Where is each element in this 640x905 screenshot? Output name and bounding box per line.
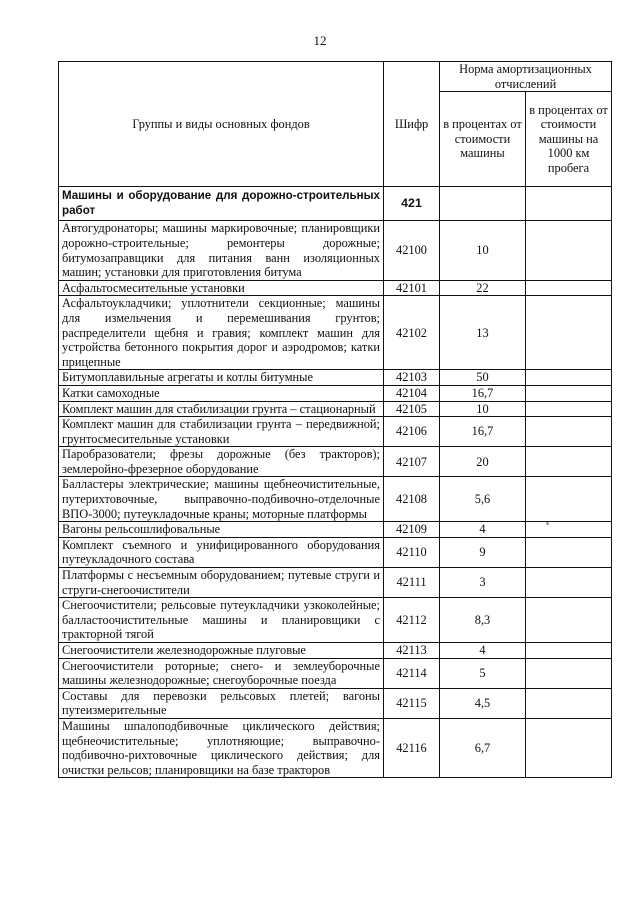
row-name: Битумоплавильные агрегаты и котлы битумные — [59, 370, 384, 386]
row-name: Снегоочистители; рельсовые путеукладчики узкоколейные; балластоочистительные машины и планировщики с тракторной тягой — [59, 598, 384, 643]
table-row — [59, 221, 612, 280]
row-code: 42106 — [384, 417, 440, 447]
row-code: 42111 — [384, 568, 440, 598]
row-km — [526, 643, 612, 659]
row-pct: 6,7 — [440, 718, 526, 777]
amortization-table — [58, 61, 612, 778]
row-code: 42108 — [384, 477, 440, 522]
row-km — [526, 598, 612, 643]
row-km — [526, 401, 612, 417]
row-pct: 10 — [440, 221, 526, 280]
table-row — [59, 447, 612, 477]
row-name: Вагоны рельсошлифовальные — [59, 522, 384, 538]
row-km — [526, 296, 612, 370]
row-km — [526, 537, 612, 567]
table-row — [59, 401, 612, 417]
row-km — [526, 658, 612, 688]
row-code: 421 — [384, 187, 440, 221]
table-row — [59, 296, 612, 370]
row-name: Комплект съемного и унифицированного оборудования путеукладочного состава — [59, 537, 384, 567]
row-name: Комплект машин для стабилизации грунта – стационарный — [59, 401, 384, 417]
table-row — [59, 280, 612, 296]
table-row — [59, 718, 612, 777]
table-row — [59, 477, 612, 522]
row-pct: 20 — [440, 447, 526, 477]
row-name: Комплект машин для стабилизации грунта – передвижной; грунтосмесительные установки — [59, 417, 384, 447]
row-name: Автогудронаторы; машины маркировочные; планировщики дорожно-строительные; ремонтеры дорожные; битумозаправщики для питания ванн изоляционных машин; установки для приготовления битума — [59, 221, 384, 280]
row-pct: 16,7 — [440, 417, 526, 447]
row-name: Снегоочистители железнодорожные плуговые — [59, 643, 384, 659]
header-pct-cost: в процентах от стоимости машины — [440, 92, 526, 187]
row-pct: 5 — [440, 658, 526, 688]
row-pct — [440, 187, 526, 221]
row-name: Паробразователи; фрезы дорожные (без тракторов); землеройно-фрезерное оборудование — [59, 447, 384, 477]
row-name: Катки самоходные — [59, 385, 384, 401]
row-pct: 22 — [440, 280, 526, 296]
row-name: Платформы с несъемным оборудованием; путевые струги и струги-снегоочистители — [59, 568, 384, 598]
row-pct: 3 — [440, 568, 526, 598]
row-pct: 16,7 — [440, 385, 526, 401]
row-pct: 50 — [440, 370, 526, 386]
header-groups: Группы и виды основных фондов — [59, 62, 384, 187]
table-row — [59, 568, 612, 598]
header-per-1000km: в процентах от стоимости машины на 1000 км пробега — [526, 92, 612, 187]
row-code: 42107 — [384, 447, 440, 477]
row-km — [526, 568, 612, 598]
row-km — [526, 688, 612, 718]
table-row — [59, 370, 612, 386]
page-number: 12 — [313, 33, 327, 48]
row-pct: 13 — [440, 296, 526, 370]
row-km — [526, 187, 612, 221]
table-row — [59, 522, 612, 538]
row-code: 42103 — [384, 370, 440, 386]
row-name: Машины и оборудование для дорожно-строительных работ — [59, 187, 384, 221]
row-code: 42116 — [384, 718, 440, 777]
row-code: 42114 — [384, 658, 440, 688]
row-code: 42110 — [384, 537, 440, 567]
row-km — [526, 477, 612, 522]
row-name: Составы для перевозки рельсовых плетей; вагоны путеизмерительные — [59, 688, 384, 718]
table-row — [59, 658, 612, 688]
row-pct: 10 — [440, 401, 526, 417]
table-row — [59, 643, 612, 659]
row-pct: 4 — [440, 643, 526, 659]
table-row — [59, 537, 612, 567]
table-row — [59, 385, 612, 401]
row-code: 42113 — [384, 643, 440, 659]
row-pct: 4 — [440, 522, 526, 538]
row-code: 42101 — [384, 280, 440, 296]
row-km — [526, 280, 612, 296]
header-norm: Норма амортизационных отчислений — [440, 62, 612, 92]
row-code: 42100 — [384, 221, 440, 280]
row-name: Машины шпалоподбивочные циклического действия; щебнеочистительные; уплотняющие; выправочно-подбивочно-рихтовочные циклического действия; для очистки рельсов; планировщики на базе тракторов — [59, 718, 384, 777]
row-pct: 4,5 — [440, 688, 526, 718]
row-code: 42112 — [384, 598, 440, 643]
row-code: 42102 — [384, 296, 440, 370]
header-code: Шифр — [384, 62, 440, 187]
row-pct: 5,6 — [440, 477, 526, 522]
table-row-group — [59, 187, 612, 221]
row-name: Асфальтосмесительные установки — [59, 280, 384, 296]
row-code: 42105 — [384, 401, 440, 417]
row-km — [526, 385, 612, 401]
table-row — [59, 417, 612, 447]
row-name: Балластеры электрические; машины щебнеочистительные, путерихтовочные, выправочно-подбивочно-отделочные ВПО-3000; путеукладочные краны; моторные платформы — [59, 477, 384, 522]
row-km — [526, 447, 612, 477]
table-row — [59, 598, 612, 643]
row-km — [526, 718, 612, 777]
row-pct: 8,3 — [440, 598, 526, 643]
table-row — [59, 688, 612, 718]
scan-speck — [546, 522, 549, 525]
row-km — [526, 370, 612, 386]
row-pct: 9 — [440, 537, 526, 567]
row-code: 42115 — [384, 688, 440, 718]
row-code: 42104 — [384, 385, 440, 401]
row-km — [526, 417, 612, 447]
row-km — [526, 522, 612, 538]
row-km — [526, 221, 612, 280]
row-code: 42109 — [384, 522, 440, 538]
row-name: Асфальтоукладчики; уплотнители секционные; машины для измельчения и перемешивания грунтов; распределители щебня и гравия; комплект машин для устройства бетонного покрытия дорог и аэродромов; катки прицепные — [59, 296, 384, 370]
row-name: Снегоочистители роторные; снего- и землеуборочные машины железнодорожные; снегоуборочные поезда — [59, 658, 384, 688]
